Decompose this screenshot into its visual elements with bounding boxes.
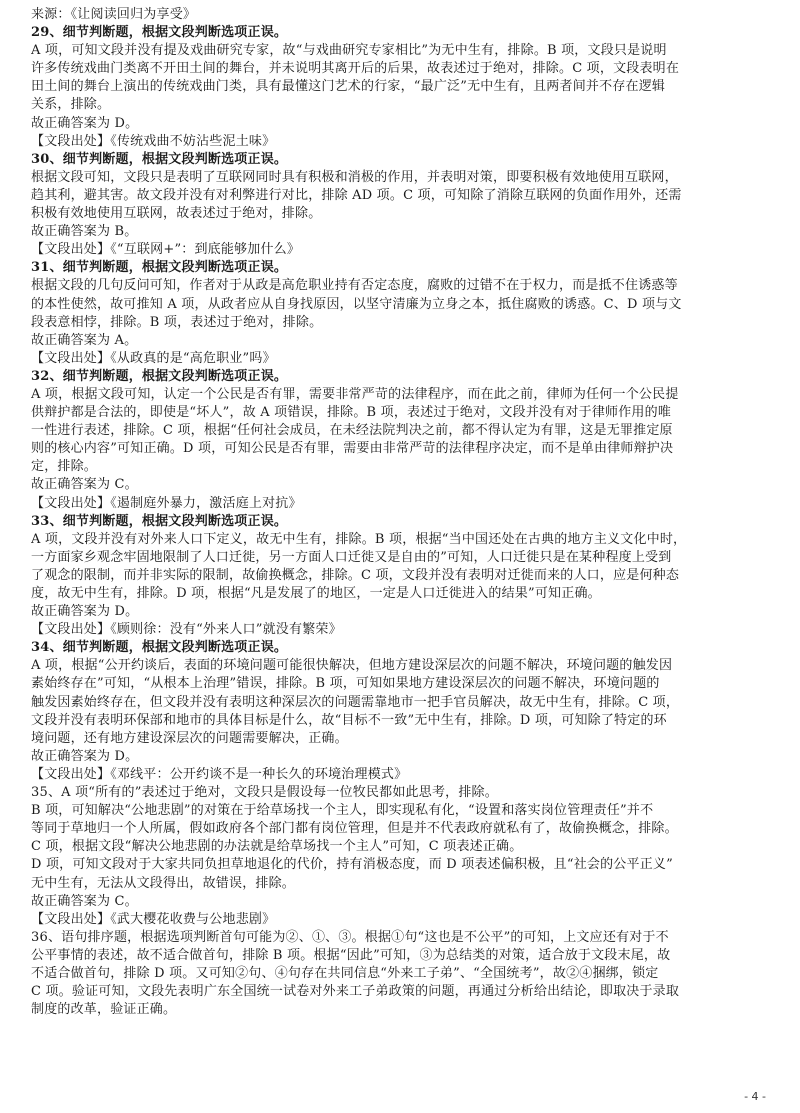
- text-line: 36、语句排序题，根据选项判断首句可能为②、①、③。根据①句“这也是不公平”的可知，上文应还有对于不: [31, 929, 669, 945]
- text-line: 【文段出处】《传统戏曲不妨沾些泥土味》: [31, 133, 276, 149]
- text-line: 了观念的限制，而并非实际的限制，故偷换概念，排除。C 项，文段并没有表明对迁徙而来的人口，应是何种态: [31, 567, 680, 583]
- question-heading: 31、细节判断题，根据文段判断选项正误。: [31, 260, 288, 276]
- text-line: 则的核心内容”可知正确。D 项，可知公民是否有罪，需要由非常严苛的法律程序决定，而不是单由律师辩护决: [31, 441, 674, 457]
- text-line: 【文段出处】《“互联网+”：到底能够加什么》: [31, 242, 301, 258]
- text-line: 来源：《让阅读回归为享受》: [31, 7, 197, 22]
- text-line: 触发因素始终存在，但文段并没有表明这种深层次的问题需靠地市一把手官员解决，故无中生有，排除。C 项，: [31, 694, 680, 710]
- page-number: - 4 -: [744, 1090, 766, 1103]
- text-line: 的本性使然，故可推知 A 项，从政者应从自身找原因，以坚守清廉为立身之本，抵住腐败的诱惑。C、D 项与文: [31, 296, 682, 312]
- question-heading: 32、细节判断题，根据文段判断选项正误。: [31, 368, 288, 384]
- text-line: 度，故无中生有，排除。D 项，根据“凡是发展了的地区，一定是人口迁徙进入的结果”可知正确。: [31, 586, 601, 601]
- text-line: 公平事情的表述，故不适合做首句，排除 B 项。根据“因此”可知，③为总结类的对策，适合放于文段末尾，故: [31, 947, 671, 963]
- text-line: 素始终存在”可知，“从根本上治理”错误，排除。B 项，可知如果地方建设深层次的问题不解决，环境问题的: [31, 676, 660, 692]
- text-line: B 项，可知解决“公地悲剧”的对策在于给草场找一个主人，即实现私有化，“设置和落实岗位管理责任”并不: [31, 803, 654, 819]
- text-line: 无中生有，无法从文段得出，故错误，排除。: [31, 875, 296, 891]
- text-line: 故正确答案为 D。: [31, 604, 139, 620]
- text-line: 田土间的舞台上演出的传统戏曲门类，具有最懂这门艺术的行家，“最广泛”无中生有，且两者间并不存在逻辑: [31, 79, 666, 95]
- text-line: 境问题，还有地方建设深层次的问题需要解决，正确。: [31, 730, 348, 746]
- text-line: 一方面家乡观念牢固地限制了人口迁徙，另一方面人口迁徙又是自由的”可知，人口迁徙只是在某种程度上受到: [31, 549, 672, 565]
- document-body: [31, 6, 770, 1019]
- text-line: 积极有效地使用互联网，故表述过于绝对，排除。: [31, 206, 322, 222]
- text-line: 【文段出处】《遏制庭外暴力，激活庭上对抗》: [31, 495, 302, 511]
- text-line: 制度的改革，验证正确。: [31, 1002, 177, 1018]
- text-line: 35、A 项“所有的”表述过于绝对，文段只是假设每一位牧民都如此思考，排除。: [31, 785, 498, 801]
- text-line: 【文段出处】《邓线平：公开约谈不是一种长久的环境治理模式》: [31, 766, 408, 782]
- text-line: 故正确答案为 D。: [31, 748, 139, 764]
- question-heading: 29、细节判断题，根据文段判断选项正误。: [31, 25, 288, 41]
- text-line: 等同于草地归一个人所属，假如政府各个部门都有岗位管理，但是并不代表政府就私有了，故偷换概念，排除。: [31, 821, 678, 837]
- text-line: 故正确答案为 C。: [31, 893, 138, 909]
- text-line: 供辩护都是合法的，即使是“坏人”，故 A 项错误，排除。B 项，表述过于绝对，文段并没有对于律师作用的唯: [31, 405, 672, 421]
- text-line: C 项。验证可知，文段先表明广东全国统一试卷对外来工子弟政策的问题，再通过分析给出结论，即取决于录取: [31, 984, 680, 1000]
- question-heading: 34、细节判断题，根据文段判断选项正误。: [31, 640, 288, 656]
- text-line: 不适合做首句，排除 D 项。又可知②句、④句存在共同信息“外来工子弟”、“全国统考”，故②④捆绑，锁定: [31, 965, 659, 981]
- text-line: 故正确答案为 D。: [31, 115, 139, 131]
- text-line: 段表意相悖，排除。B 项，表述过于绝对，排除。: [31, 314, 323, 330]
- text-line: 关系，排除。: [31, 97, 111, 113]
- text-line: 故正确答案为 B。: [31, 224, 138, 240]
- text-line: 根据文段可知，文段只是表明了互联网同时具有积极和消极的作用，并表明对策，即要积极有效地使用互联网，: [31, 169, 678, 185]
- text-line: 许多传统戏曲门类离不开田土间的舞台，并未说明其离开后的后果，故表述过于绝对，排除。C 项，文段表明在: [31, 61, 680, 77]
- text-line: A 项，根据“公开约谈后，表面的环境问题可能很快解决，但地方建设深层次的问题不解决，环境问题的触发因: [31, 658, 673, 674]
- question-heading: 33、细节判断题，根据文段判断选项正误。: [31, 513, 288, 529]
- text-line: A 项，根据文段可知，认定一个公民是否有罪，需要非常严苛的法律程序，而在此之前，律师为任何一个公民提: [31, 386, 679, 402]
- text-line: A 项，可知文段并没有提及戏曲研究专家，故“与戏曲研究专家相比”为无中生有，排除。B 项，文段只是说明: [31, 43, 667, 59]
- text-line: 【文段出处】《顾则徐：没有“外来人口”就没有繁荣》: [31, 622, 342, 638]
- text-line: 故正确答案为 C。: [31, 477, 138, 493]
- text-line: 根据文段的几句反问可知，作者对于从政是高危职业持有否定态度，腐败的过错不在于权力，而是抵不住诱惑等: [31, 278, 678, 294]
- text-line: 一性进行表述，排除。C 项，根据“任何社会成员，在未经法院判决之前，都不得认定为有罪，这是无罪推定原: [31, 423, 673, 439]
- text-line: 文段并没有表明环保部和地市的具体目标是什么，故“目标不一致”无中生有，排除。D 项，可知除了特定的环: [31, 712, 667, 728]
- text-line: 故正确答案为 A。: [31, 332, 138, 348]
- text-line: 【文段出处】《武大樱花收费与公地悲剧》: [31, 911, 276, 927]
- question-heading: 30、细节判断题，根据文段判断选项正误。: [31, 151, 288, 167]
- text-line: 【文段出处】《从政真的是“高危职业”吗》: [31, 350, 276, 366]
- text-line: C 项，根据文段“解决公地悲剧的办法就是给草场找一个主人”可知，C 项表述正确。: [31, 839, 523, 855]
- text-line: 定，排除。: [31, 459, 98, 475]
- text-line: 趋其利，避其害。故文段并没有对利弊进行对比，排除 AD 项。C 项，可知除了消除互联网的负面作用外，还需: [31, 187, 682, 203]
- text-line: D 项，可知文段对于大家共同负担草地退化的代价，持有消极态度，而 D 项表述偏积极，且“社会的公平正义”: [31, 857, 673, 873]
- text-line: A 项，文段并没有对外来人口下定义，故无中生有，排除。B 项，根据“当中国还处在古典的地方主义文化中时，: [31, 531, 687, 547]
